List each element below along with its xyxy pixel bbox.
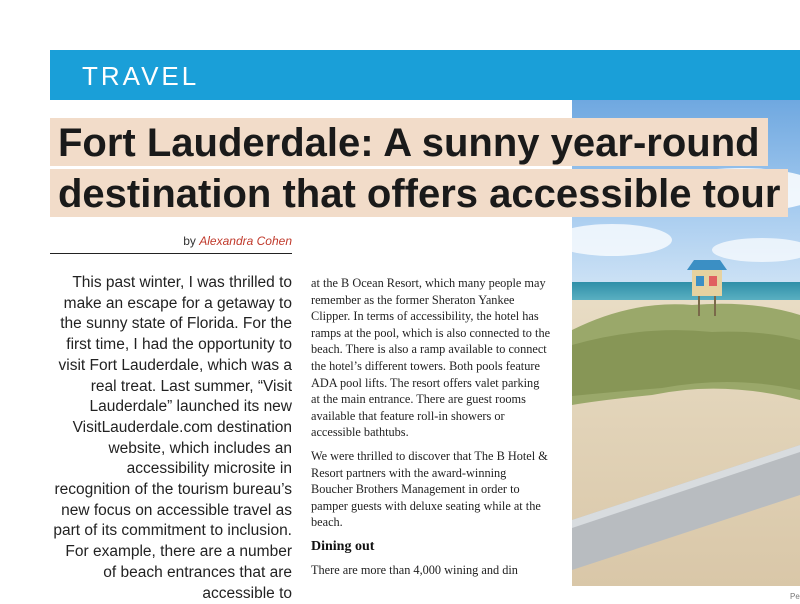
- article-column-1: This past winter, I was thrilled to make an escape for a getaway to the sunny state of Florida. For the first time, I had the opportunity to visit Fort Lauderdale, which was a real treat. Last summer, “Visit Lauderdale” launched its new VisitLauderdale.com destination website, which includes an accessibility microsite in recognition of the tourism bureau’s new focus on accessible travel as part of its commitment to inclusion. For example, there are a number of beach entrances that are accessible to: [53, 274, 292, 602]
- photo-caption-fragment: Pe: [790, 592, 800, 601]
- article-column-2: [311, 275, 551, 585]
- section-banner: [50, 50, 800, 100]
- section-label: TRAVEL: [82, 61, 200, 91]
- byline: [50, 234, 292, 254]
- dining-out-heading: Dining out: [311, 538, 375, 554]
- headline-line-2: destination that offers accessible tour: [50, 169, 788, 217]
- headline-line-1: Fort Lauderdale: A sunny year-round: [50, 118, 768, 166]
- column2-paragraph-3: There are more than 4,000 wining and din: [311, 562, 518, 577]
- byline-prefix: by: [183, 234, 196, 248]
- author-name[interactable]: Alexandra Cohen: [199, 234, 292, 248]
- column2-paragraph-2: We were thrilled to discover that The B Hotel & Resort partners with the award-winning Boucher Brothers Management in order to pamper guests with deluxe seating while at the beach.: [311, 448, 548, 530]
- column2-paragraph-1: at the B Ocean Resort, which many people may remember as the former Sheraton Yankee Clipper. In terms of accessibility, the hotel has ramps at the pool, which is also connected to the beach. There is also a ramp available to connect the hotel’s different towers. Both pools feature ADA pool lifts. The resort offers valet parking at the main entrance. There are guest rooms available that feature roll-in showers or accessible bathtubs.: [311, 276, 551, 440]
- article-headline: [50, 118, 800, 220]
